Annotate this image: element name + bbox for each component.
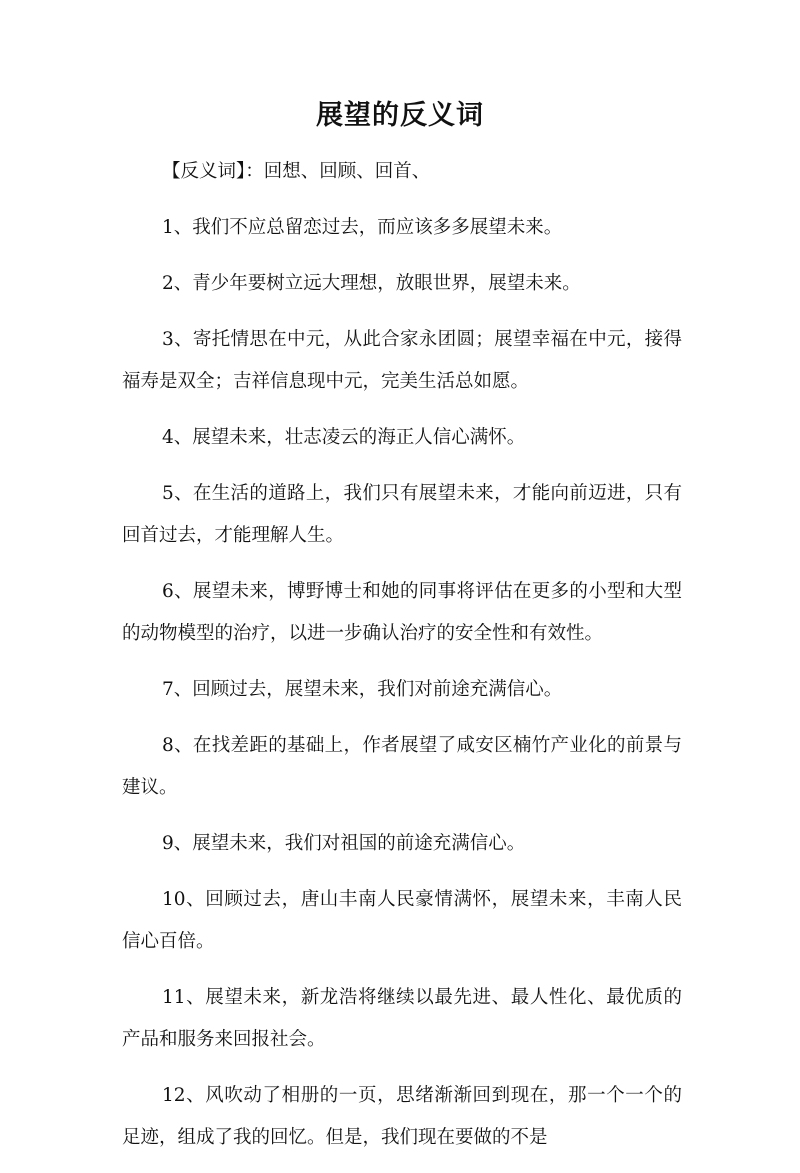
example-sentence-12: 12、风吹动了相册的一页，思绪渐渐回到现在，那一个一个的足迹，组成了我的回忆。但是，我们现在要做的不是 <box>122 1085 682 1148</box>
paragraph-antonyms: 【反义词】：回想、回顾、回首、 <box>162 161 431 182</box>
example-sentence-4: 4、展望未来，壮志凌云的海正人信心满怀。 <box>162 427 526 448</box>
example-sentence-2: 2、青少年要树立远大理想，放眼世界，展望未来。 <box>162 273 581 294</box>
example-sentence-8: 8、在找差距的基础上，作者展望了咸安区楠竹产业化的前景与建议。 <box>122 735 682 798</box>
example-sentence-6: 6、展望未来，博野博士和她的同事将评估在更多的小型和大型的动物模型的治疗，以进一步确认治疗的安全性和有效性。 <box>122 581 682 644</box>
example-sentence-10: 10、回顾过去，唐山丰南人民豪情满怀，展望未来，丰南人民信心百倍。 <box>122 889 682 952</box>
example-sentence-1: 1、我们不应总留恋过去，而应该多多展望未来。 <box>162 217 563 238</box>
document-body <box>122 151 682 1173</box>
example-sentence-3: 3、寄托情思在中元，从此合家永团圆；展望幸福在中元，接得福寿是双全；吉祥信息现中元，完美生活总如愿。 <box>122 329 682 392</box>
example-sentence-11: 11、展望未来，新龙浩将继续以最先进、最人性化、最优质的产品和服务来回报社会。 <box>122 987 682 1050</box>
example-sentence-9: 9、展望未来，我们对祖国的前途充满信心。 <box>162 833 526 854</box>
example-sentence-5: 5、在生活的道路上，我们只有展望未来，才能向前迈进，只有回首过去，才能理解人生。 <box>122 483 682 546</box>
document-title: 展望的反义词 <box>316 100 484 131</box>
example-sentence-7: 7、回顾过去，展望未来，我们对前途充满信心。 <box>162 679 563 700</box>
